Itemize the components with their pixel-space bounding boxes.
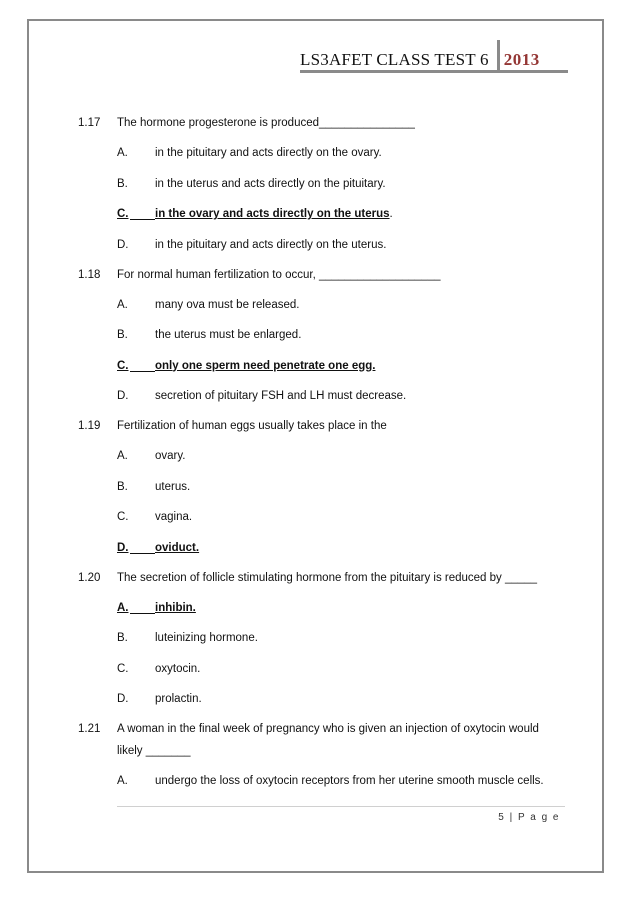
- question-number: 1.20: [78, 571, 101, 584]
- correct-answer-text: oviduct.: [155, 541, 200, 554]
- header-rule: [300, 70, 568, 73]
- option-letter: B.: [117, 632, 128, 644]
- option-letter: D.: [117, 693, 129, 705]
- page-header: [300, 40, 540, 70]
- option-text: oxytocin.: [155, 662, 201, 675]
- option-text: secretion of pituitary FSH and LH must decrease.: [155, 390, 407, 402]
- option-letter: A.: [117, 775, 128, 787]
- answer-suffix: .: [389, 208, 393, 220]
- question-text: For normal human fertilization to occur, ___________________: [117, 268, 441, 281]
- question-number: 1.18: [78, 268, 101, 281]
- option-letter: B.: [117, 329, 128, 341]
- answer-underline: [130, 358, 155, 372]
- correct-answer-text: only one sperm need penetrate one egg.: [155, 359, 376, 372]
- option-text: vagina.: [155, 511, 193, 523]
- question-number: 1.21: [78, 723, 101, 735]
- option-text: in the uterus and acts directly on the pituitary.: [155, 177, 386, 190]
- question-text: likely _______: [117, 745, 191, 757]
- header-title: LS3AFET CLASS TEST 6: [300, 50, 489, 69]
- option-text: [155, 541, 199, 555]
- option-text: [155, 207, 393, 221]
- option-text: [155, 601, 196, 615]
- option-text: in the pituitary and acts directly on the uterus.: [155, 238, 387, 251]
- answer-underline: [130, 206, 155, 220]
- header-separator: [497, 40, 500, 70]
- option-text: many ova must be released.: [155, 298, 300, 311]
- option-text: ovary.: [155, 450, 186, 462]
- option-letter: A.: [117, 601, 129, 614]
- option-letter: C.: [117, 511, 129, 523]
- correct-answer-text: in the ovary and acts directly on the uterus: [155, 208, 390, 220]
- option-letter: B.: [117, 480, 128, 493]
- question-number: 1.17: [78, 117, 101, 129]
- option-letter: D.: [117, 541, 129, 554]
- option-letter: C.: [117, 662, 129, 675]
- option-text: undergo the loss of oxytocin receptors from her uterine smooth muscle cells.: [155, 775, 544, 787]
- option-letter: B.: [117, 177, 128, 190]
- footer-rule: [117, 806, 565, 807]
- option-letter: A.: [117, 147, 128, 159]
- answer-underline: [130, 540, 155, 554]
- question-text: Fertilization of human eggs usually takes place in the: [117, 420, 387, 432]
- page-number: 5 | P a g e: [498, 812, 560, 823]
- option-letter: D.: [117, 238, 129, 251]
- option-text: [155, 359, 375, 373]
- correct-answer-text: inhibin.: [155, 601, 196, 614]
- option-letter: C.: [117, 208, 129, 220]
- question-number: 1.19: [78, 420, 101, 432]
- option-text: prolactin.: [155, 693, 202, 705]
- answer-underline: [130, 600, 155, 614]
- question-text: The hormone progesterone is produced_______________: [117, 117, 415, 129]
- option-text: in the pituitary and acts directly on the ovary.: [155, 147, 382, 159]
- option-text: luteinizing hormone.: [155, 632, 258, 644]
- option-letter: A.: [117, 450, 128, 462]
- option-letter: D.: [117, 390, 129, 402]
- header-year: 2013: [503, 50, 540, 69]
- question-text: The secretion of follicle stimulating hormone from the pituitary is reduced by _____: [117, 571, 537, 584]
- option-text: uterus.: [155, 480, 191, 493]
- option-text: the uterus must be enlarged.: [155, 329, 302, 341]
- question-text: A woman in the final week of pregnancy who is given an injection of oxytocin would: [117, 723, 539, 735]
- option-letter: C.: [117, 359, 129, 372]
- option-letter: A.: [117, 298, 128, 311]
